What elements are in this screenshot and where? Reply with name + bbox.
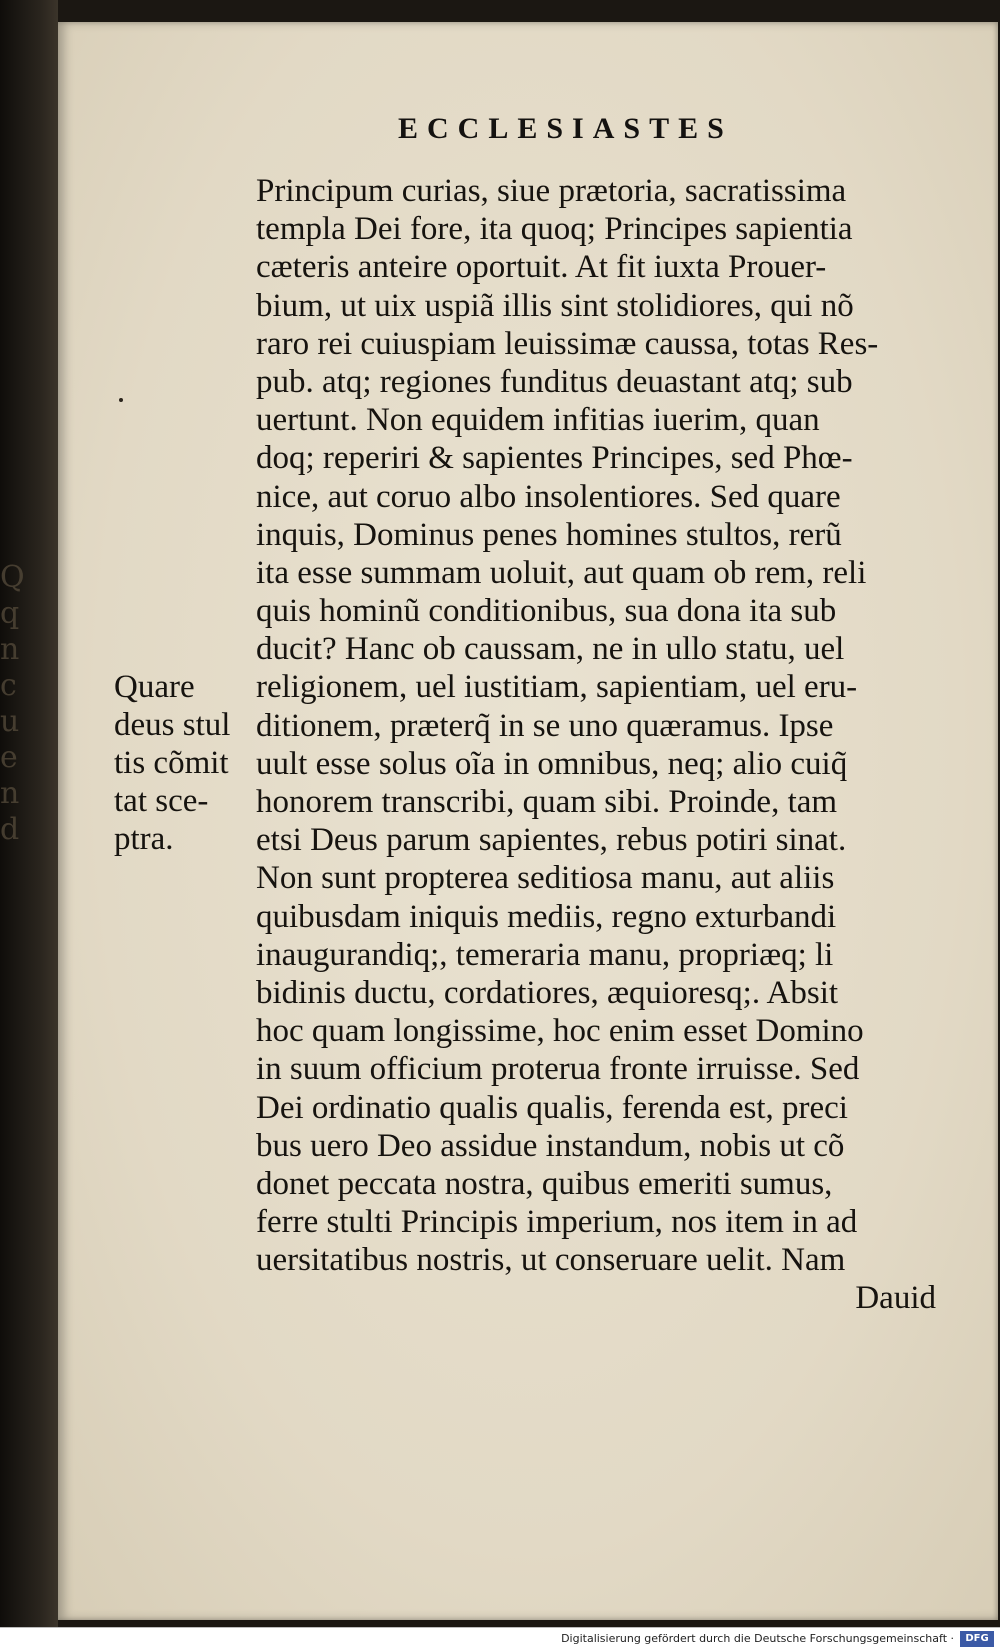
bleed-through-glyph: d xyxy=(0,812,20,847)
text-line: etsi Deus parum sapientes, rebus potiri sinat. xyxy=(256,822,847,859)
text-line: donet peccata nostra, quibus emeriti sumus, xyxy=(256,1165,833,1202)
text-line: ditionem, præterq̃ in se uno quæramus. Ipse xyxy=(256,707,834,744)
text-line: honorem transcribi, quam sibi. Proinde, tam xyxy=(256,784,838,820)
text-line: uersitatibus nostris, ut conseruare uelit. Nam xyxy=(256,1242,846,1279)
margin-note-line: Quare xyxy=(114,669,195,705)
text-line: quis hominũ conditionibus, sua dona ita sub xyxy=(256,593,837,630)
bleed-through-glyph: u xyxy=(0,704,20,739)
bleed-through-glyph: q xyxy=(0,596,20,631)
margin-note-line: tat sce- xyxy=(114,783,209,819)
text-line: inquis, Dominus penes homines stultos, rerũ xyxy=(256,516,842,553)
digitization-footer xyxy=(0,1627,1000,1652)
text-line: religionem, uel iustitiam, sapientiam, uel eru- xyxy=(256,669,858,706)
bleed-through-glyph: e xyxy=(0,740,18,775)
text-line: bidinis ductu, cordatiores, æquioresq;. Absit xyxy=(256,974,839,1011)
text-line: Dei ordinatio qualis qualis, ferenda est, preci xyxy=(256,1089,848,1126)
text-line: nice, aut coruo albo insolentiores. Sed quare xyxy=(256,478,841,515)
text-line: ducit? Hanc ob caussam, ne in ullo statu, uel xyxy=(256,631,845,668)
text-line: inaugurandiq;, temeraria manu, propriæq; li xyxy=(256,936,834,973)
ink-speck xyxy=(119,398,123,402)
bleed-through-glyph: c xyxy=(0,668,17,703)
margin-note-line: deus stul xyxy=(114,707,231,743)
dfg-logo: DFG xyxy=(960,1631,994,1647)
text-line: ita esse summam uoluit, aut quam ob rem, reli xyxy=(256,554,867,591)
facing-page-bleed xyxy=(0,560,45,890)
text-line: hoc quam longissime, hoc enim esset Domino xyxy=(256,1013,864,1050)
text-line: doq; reperiri & sapientes Principes, sed Phœ- xyxy=(256,440,853,477)
text-line: pub. atq; regiones funditus deuastant atq; sub xyxy=(256,363,853,400)
text-line: cæteris anteire oportuit. At fit iuxta Prouer- xyxy=(256,249,827,286)
text-line: uult esse solus oĩa in omnibus, neq; alio cuiq̃ xyxy=(256,745,848,782)
margin-note-line: ptra. xyxy=(114,821,174,857)
text-line: ferre stulti Principis imperium, nos item in ad xyxy=(256,1204,858,1241)
margin-note xyxy=(114,668,254,858)
catchword: Dauid xyxy=(855,1280,936,1317)
text-line: Principum curias, siue prætoria, sacratissima xyxy=(256,173,847,209)
running-head: ECCLESIASTES xyxy=(398,112,733,145)
text-line: quibusdam iniquis mediis, regno exturbandi xyxy=(256,898,837,935)
text-line: raro rei cuiuspiam leuissimæ caussa, totas Res- xyxy=(256,325,879,362)
main-text-block xyxy=(256,172,946,1318)
margin-note-line: tis cõmit xyxy=(114,745,229,781)
text-line: bium, ut uix uspiã illis sint stolidiores, qui nõ xyxy=(256,287,854,324)
footer-credit-text: Digitalisierung gefördert durch die Deutsche Forschungsgemeinschaft · xyxy=(561,1632,954,1645)
text-line: bus uero Deo assidue instandum, nobis ut cõ xyxy=(256,1127,845,1164)
bleed-through-glyph: n xyxy=(0,632,20,667)
text-line: templa Dei fore, ita quoq; Principes sapientia xyxy=(256,211,853,248)
bleed-through-glyph: n xyxy=(0,776,20,811)
text-line: in suum officium proterua fronte irruisse. Sed xyxy=(256,1051,860,1088)
text-line: Non sunt propterea seditiosa manu, aut aliis xyxy=(256,860,835,897)
bleed-through-glyph: Q xyxy=(0,560,25,595)
text-line: uertunt. Non equidem infitias iuerim, quan xyxy=(256,402,820,439)
